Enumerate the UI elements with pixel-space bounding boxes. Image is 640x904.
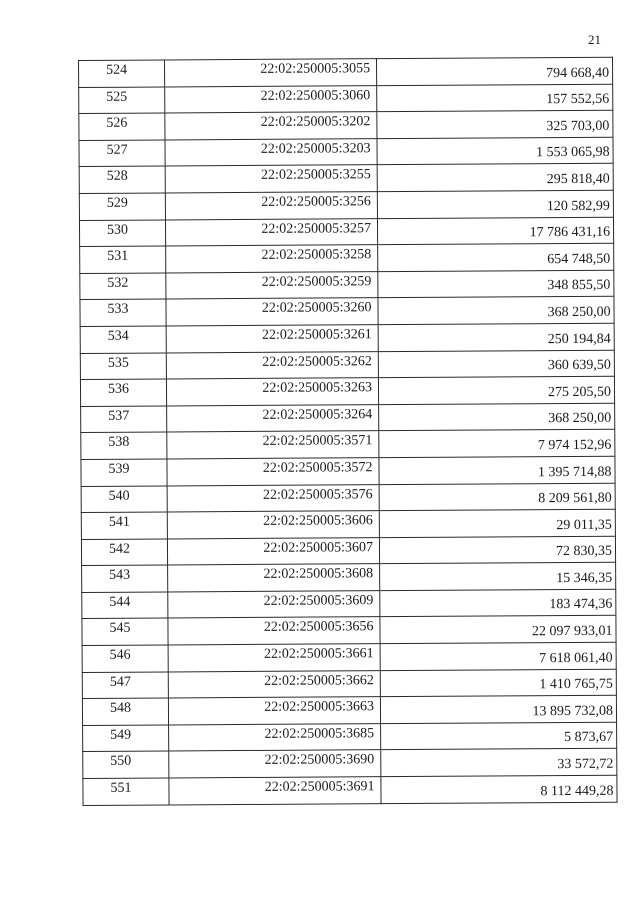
cadastral-number-cell: 22:02:250005:3060 <box>165 85 377 113</box>
table-row <box>83 775 617 805</box>
table-row <box>79 164 613 194</box>
table-row <box>79 217 613 247</box>
table-row <box>81 509 615 539</box>
row-number-cell: 524 <box>79 60 165 87</box>
cadastral-number-cell: 22:02:250005:3691 <box>169 777 381 805</box>
cadastral-value-cell: 22 097 933,01 <box>380 616 616 644</box>
row-number-cell: 536 <box>80 379 166 406</box>
row-number-cell: 526 <box>79 113 165 140</box>
table-row <box>81 403 615 433</box>
row-number-cell: 547 <box>82 672 168 699</box>
cadastral-value-cell: 29 011,35 <box>379 509 615 537</box>
cadastral-value-cell: 17 786 431,16 <box>377 217 613 245</box>
row-number-cell: 551 <box>83 778 169 805</box>
table-row <box>82 589 616 619</box>
row-number-cell: 542 <box>81 539 167 566</box>
row-number-cell: 549 <box>83 725 169 752</box>
row-number-cell: 543 <box>82 565 168 592</box>
cadastral-number-cell: 22:02:250005:3609 <box>168 591 380 619</box>
cadastral-number-cell: 22:02:250005:3202 <box>165 112 377 140</box>
table-row <box>79 137 613 167</box>
cadastral-number-cell: 22:02:250005:3572 <box>167 458 379 486</box>
cadastral-value-cell: 654 748,50 <box>378 243 614 271</box>
cadastral-value-cell: 250 194,84 <box>378 323 614 351</box>
cadastral-number-cell: 22:02:250005:3263 <box>166 378 378 406</box>
row-number-cell: 544 <box>82 592 168 619</box>
cadastral-value-cell: 183 474,36 <box>380 589 616 617</box>
table-row <box>79 57 613 87</box>
row-number-cell: 531 <box>80 246 166 273</box>
cadastral-number-cell: 22:02:250005:3571 <box>167 431 379 459</box>
cadastral-value-cell: 275 205,50 <box>378 376 614 404</box>
cadastral-number-cell: 22:02:250005:3256 <box>165 192 377 220</box>
table-row <box>81 456 615 486</box>
cadastral-value-cell: 33 572,72 <box>381 749 617 777</box>
cadastral-number-cell: 22:02:250005:3255 <box>165 165 377 193</box>
table-row <box>80 376 614 406</box>
table-row <box>83 749 617 779</box>
cadastral-number-cell: 22:02:250005:3258 <box>166 245 378 273</box>
table-row <box>80 243 614 273</box>
cadastral-value-cell: 120 582,99 <box>377 190 613 218</box>
cadastral-value-cell: 13 895 732,08 <box>380 695 616 723</box>
cadastral-number-cell: 22:02:250005:3685 <box>169 724 381 752</box>
row-number-cell: 550 <box>83 751 169 778</box>
cadastral-value-cell: 794 668,40 <box>376 57 612 85</box>
cadastral-number-cell: 22:02:250005:3257 <box>165 218 377 246</box>
row-number-cell: 548 <box>82 698 168 725</box>
cadastral-value-cell: 1 553 065,98 <box>377 137 613 165</box>
table-row <box>82 695 616 725</box>
row-number-cell: 532 <box>80 273 166 300</box>
cadastral-number-cell: 22:02:250005:3055 <box>165 59 377 87</box>
cadastral-value-cell: 157 552,56 <box>377 84 613 112</box>
table-row <box>79 110 613 140</box>
cadastral-number-cell: 22:02:250005:3690 <box>169 750 381 778</box>
row-number-cell: 525 <box>79 87 165 114</box>
cadastral-number-cell: 22:02:250005:3264 <box>167 404 379 432</box>
table-row <box>81 430 615 460</box>
cadastral-number-cell: 22:02:250005:3261 <box>166 325 378 353</box>
cadastral-value-cell: 7 974 152,96 <box>379 430 615 458</box>
cadastral-value-cell: 8 209 561,80 <box>379 483 615 511</box>
cadastral-number-cell: 22:02:250005:3260 <box>166 298 378 326</box>
cadastral-number-cell: 22:02:250005:3607 <box>167 537 379 565</box>
cadastral-number-cell: 22:02:250005:3662 <box>168 670 380 698</box>
row-number-cell: 529 <box>79 193 165 220</box>
cadastral-value-cell: 72 830,35 <box>379 536 615 564</box>
cadastral-value-cell: 360 639,50 <box>378 350 614 378</box>
cadastral-value-cell: 1 410 765,75 <box>380 669 616 697</box>
cadastral-number-cell: 22:02:250005:3608 <box>168 564 380 592</box>
cadastral-number-cell: 22:02:250005:3259 <box>166 271 378 299</box>
row-number-cell: 537 <box>81 406 167 433</box>
table-row <box>82 616 616 646</box>
cadastral-value-cell: 5 873,67 <box>381 722 617 750</box>
cadastral-value-cell: 325 703,00 <box>377 110 613 138</box>
cadastral-value-cell: 348 855,50 <box>378 270 614 298</box>
cadastral-number-cell: 22:02:250005:3661 <box>168 644 380 672</box>
table-row <box>79 84 613 114</box>
row-number-cell: 528 <box>79 166 165 193</box>
table-row <box>80 270 614 300</box>
row-number-cell: 538 <box>81 432 167 459</box>
table-row <box>82 563 616 593</box>
table-row <box>82 642 616 672</box>
cadastral-value-cell: 15 346,35 <box>380 563 616 591</box>
cadastral-number-cell: 22:02:250005:3606 <box>167 511 379 539</box>
row-number-cell: 533 <box>80 299 166 326</box>
row-number-cell: 546 <box>82 645 168 672</box>
cadastral-number-cell: 22:02:250005:3656 <box>168 617 380 645</box>
cadastral-number-cell: 22:02:250005:3663 <box>168 697 380 725</box>
table-row <box>80 323 614 353</box>
row-number-cell: 545 <box>82 618 168 645</box>
cadastral-value-table <box>78 57 618 806</box>
table-row <box>79 190 613 220</box>
cadastral-value-cell: 7 618 061,40 <box>380 642 616 670</box>
table-row <box>82 669 616 699</box>
table-row <box>81 536 615 566</box>
row-number-cell: 540 <box>81 485 167 512</box>
cadastral-value-cell: 8 112 449,28 <box>381 775 617 803</box>
table-body <box>79 57 618 805</box>
cadastral-table-container <box>78 57 617 806</box>
row-number-cell: 534 <box>80 326 166 353</box>
table-row <box>81 483 615 513</box>
row-number-cell: 530 <box>79 220 165 247</box>
cadastral-number-cell: 22:02:250005:3576 <box>167 484 379 512</box>
row-number-cell: 541 <box>81 512 167 539</box>
row-number-cell: 535 <box>80 352 166 379</box>
cadastral-value-cell: 368 250,00 <box>379 403 615 431</box>
row-number-cell: 539 <box>81 459 167 486</box>
cadastral-value-cell: 295 818,40 <box>377 164 613 192</box>
cadastral-number-cell: 22:02:250005:3203 <box>165 138 377 166</box>
table-row <box>80 297 614 327</box>
cadastral-number-cell: 22:02:250005:3262 <box>166 351 378 379</box>
table-row <box>80 350 614 380</box>
table-row <box>83 722 617 752</box>
cadastral-value-cell: 368 250,00 <box>378 297 614 325</box>
cadastral-value-cell: 1 395 714,88 <box>379 456 615 484</box>
row-number-cell: 527 <box>79 140 165 167</box>
page-number: 21 <box>588 32 601 47</box>
